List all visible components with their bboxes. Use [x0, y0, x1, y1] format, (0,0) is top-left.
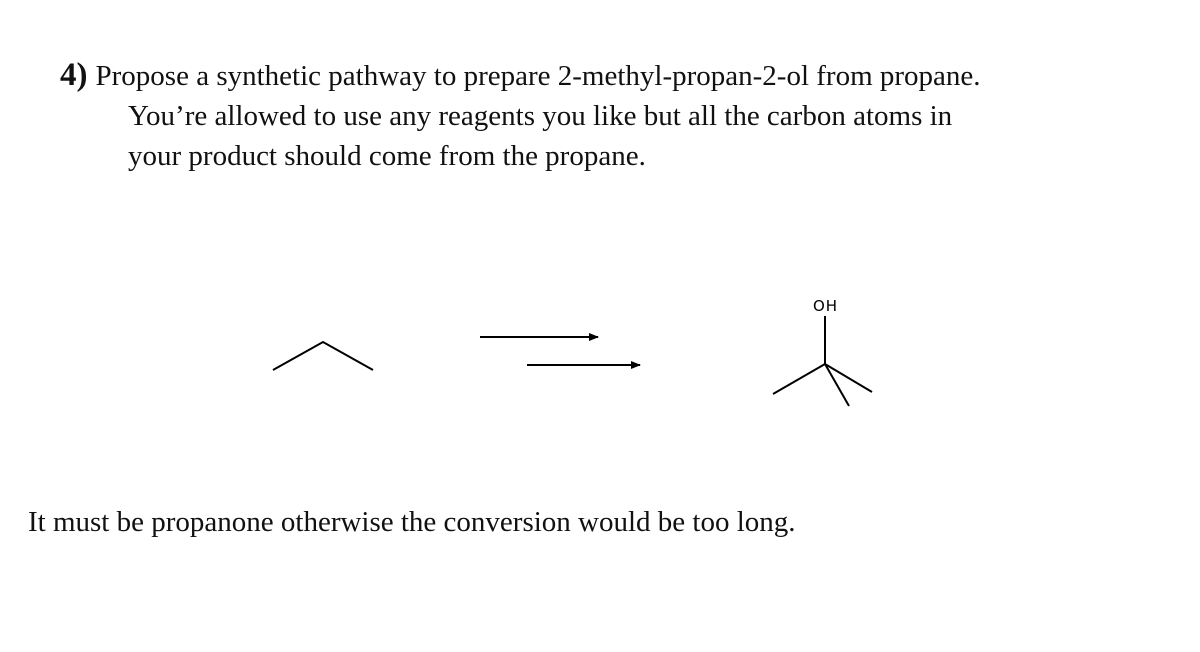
- question-block: [60, 55, 1170, 176]
- question-number: 4): [60, 57, 88, 93]
- hydroxyl-label: OH: [813, 297, 839, 315]
- question-text-line-2: You’re allowed to use any reagents you like but all the carbon atoms in: [128, 100, 953, 132]
- question-text-line-3: your product should come from the propane.: [128, 140, 646, 172]
- question-line-1: [60, 55, 1170, 96]
- question-text-line-1: Propose a synthetic pathway to prepare 2-methyl-propan-2-ol from propane.: [95, 60, 981, 92]
- reaction-arrows: [480, 337, 640, 365]
- propane-structure: [273, 342, 373, 370]
- product-structure: [773, 297, 872, 406]
- answer-note: It must be propanone otherwise the conversion would be too long.: [28, 506, 796, 538]
- reaction-scheme-drawing: [0, 280, 1200, 420]
- reaction-scheme: [0, 280, 1200, 420]
